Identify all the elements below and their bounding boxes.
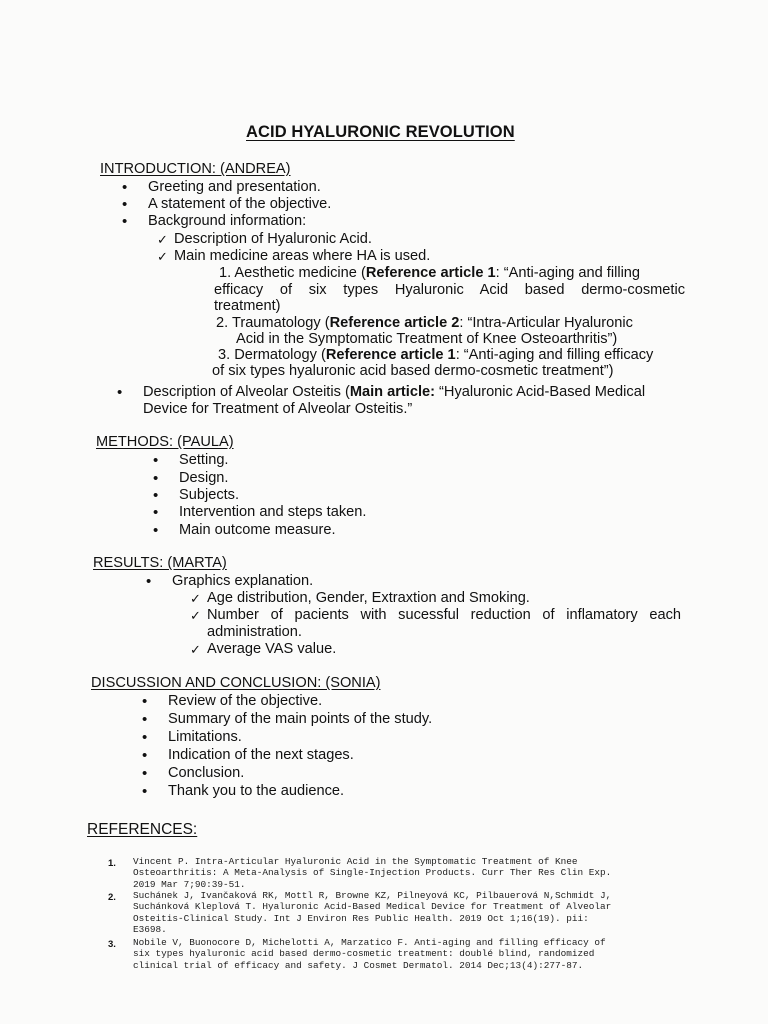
document-title: ACID HYALURONIC REVOLUTION — [246, 123, 515, 141]
list-item: • Conclusion. — [168, 765, 244, 782]
section-heading-results: RESULTS: (MARTA) — [93, 555, 227, 571]
area-item-1-line: efficacy of six types Hyaluronic Acid based dermo-cosmetic — [214, 282, 685, 298]
area-item-1-line: treatment) — [214, 298, 281, 314]
reference-line: six types hyaluronic acid based dermo-cosmetic treatment: doublé blind, randomized — [133, 948, 595, 959]
list-item: • Thank you to the audience. — [168, 783, 344, 800]
list-item: • A statement of the objective. — [148, 196, 331, 213]
list-item: • Main outcome measure. — [179, 522, 336, 539]
area-item-3-line: of six types hyaluronic acid based dermo-cosmetic treatment”) — [212, 363, 614, 379]
check-item: ✓ Average VAS value. — [207, 641, 336, 658]
area-item-2-line: Acid in the Symptomatic Treatment of Knee Osteoarthritis”) — [236, 331, 618, 347]
reference-line: Osteoarthritis: A Meta-Analysis of Single-Injection Products. Curr Ther Res Clin Exp. — [133, 867, 612, 878]
reference-line: Suchánková Kleplová T. Hyaluronic Acid-Based Medical Device for Treatment of Alveolar — [133, 901, 612, 912]
list-item: • Intervention and steps taken. — [179, 504, 366, 521]
check-item-continuation: administration. — [207, 624, 302, 640]
section-heading-introduction: INTRODUCTION: (ANDREA) — [100, 161, 291, 177]
section-heading-discussion: DISCUSSION AND CONCLUSION: (SONIA) — [91, 675, 381, 691]
list-item: • Design. — [179, 470, 228, 487]
list-item: • Review of the objective. — [168, 693, 322, 710]
list-item: • Indication of the next stages. — [168, 747, 354, 764]
section-heading-references: REFERENCES: — [87, 821, 198, 838]
check-item: ✓ Description of Hyaluronic Acid. — [174, 231, 372, 248]
reference-line: Osteitis-Clinical Study. Int J Environ Res Public Health. 2019 Oct 1;16(19). pii: — [133, 913, 589, 924]
check-item: ✓ Age distribution, Gender, Extraxtion and Smoking. — [207, 590, 530, 607]
area-item-1-line: 1. Aesthetic medicine (Reference article 1: “Anti-aging and filling — [219, 265, 641, 281]
section-heading-methods: METHODS: (PAULA) — [96, 434, 234, 450]
list-item: • Setting. — [179, 452, 229, 469]
area-item-3-line: 3. Dermatology (Reference article 1: “Anti-aging and filling efficacy — [218, 347, 654, 363]
area-item-2-line: 2. Traumatology (Reference article 2: “Intra-Articular Hyaluronic — [216, 315, 633, 331]
reference-line: Suchánek J, Ivančaková RK, Mottl R, Browne KZ, Pilneyová KC, Pilbauerová N,Schmidt J, — [133, 890, 612, 901]
reference-number: 1. — [108, 858, 116, 869]
list-item: • Subjects. — [179, 487, 239, 504]
list-item: • Background information: — [148, 213, 306, 230]
reference-number: 2. — [108, 892, 116, 903]
reference-line: Vincent P. Intra-Articular Hyaluronic Acid in the Symptomatic Treatment of Knee — [133, 856, 578, 867]
reference-line: 2019 Mar 7;90:39-51. — [133, 879, 246, 890]
check-item: ✓ Number of pacients with sucessful reduction of inflamatory each — [207, 607, 681, 624]
reference-line: clinical trial of efficacy and safety. J Cosmet Dermatol. 2014 Dec;13(4):277-87. — [133, 960, 584, 971]
reference-line: E3698. — [133, 924, 167, 935]
reference-number: 3. — [108, 939, 116, 950]
list-item: • Graphics explanation. — [172, 573, 313, 590]
list-item-continuation: Device for Treatment of Alveolar Osteitis.” — [143, 401, 413, 417]
reference-line: Nobile V, Buonocore D, Michelotti A, Marzatico F. Anti-aging and filling efficacy of — [133, 937, 606, 948]
list-item: • Summary of the main points of the study. — [168, 711, 432, 728]
list-item: • Description of Alveolar Osteitis (Main article: “Hyaluronic Acid-Based Medical — [143, 384, 645, 401]
list-item: • Greeting and presentation. — [148, 179, 321, 196]
check-item: ✓ Main medicine areas where HA is used. — [174, 248, 430, 265]
list-item: • Limitations. — [168, 729, 242, 746]
